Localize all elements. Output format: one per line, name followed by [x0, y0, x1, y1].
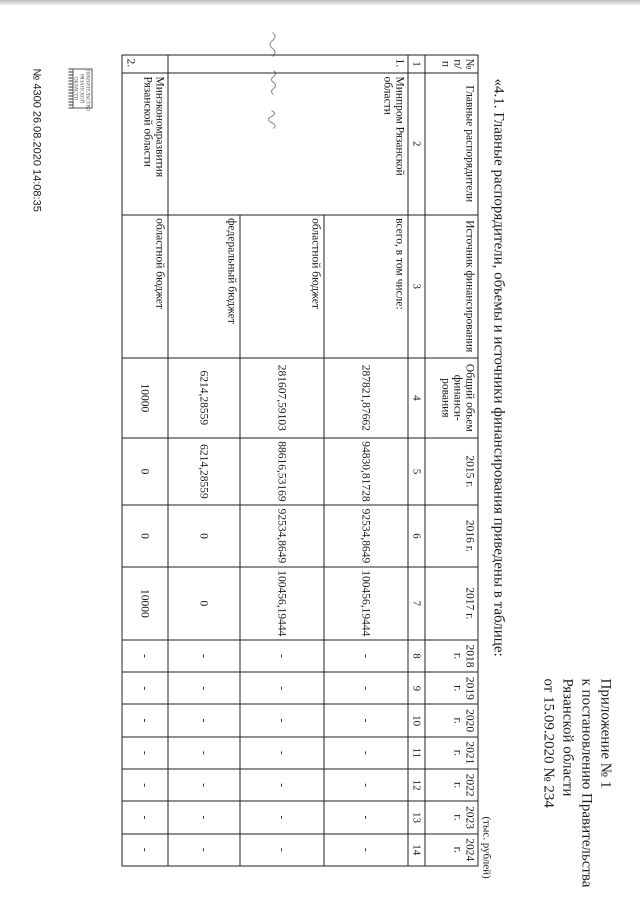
registration-number: № 4300 26.08.2020 14:08:35: [30, 68, 42, 212]
value-cell: -: [168, 704, 240, 736]
column-number: 13: [408, 801, 425, 833]
source-cell: областной бюджет: [240, 214, 324, 357]
value-cell: -: [168, 639, 240, 671]
value-cell: -: [240, 801, 324, 833]
row-number: 2.: [122, 55, 168, 73]
value-cell: 6214,28559: [168, 437, 240, 504]
header-year: 2022 г.: [425, 769, 478, 801]
value-cell: -: [168, 769, 240, 801]
value-cell: -: [168, 672, 240, 704]
table-header-row: [425, 55, 478, 866]
value-cell: -: [240, 769, 324, 801]
appendix-header: [538, 678, 614, 898]
value-cell: -: [168, 833, 240, 865]
value-cell: 92534,8649: [240, 505, 324, 567]
financing-table: [121, 54, 478, 866]
column-number: 4: [408, 357, 425, 437]
column-number: 7: [408, 566, 425, 639]
header-year: 2021 г.: [425, 736, 478, 768]
total-cell: 281607,59103: [240, 357, 324, 437]
column-number: 10: [408, 704, 425, 736]
value-cell: 0: [168, 566, 240, 639]
agency-name: Минэкономразвития Рязанской области: [122, 72, 168, 214]
appendix-line-1: Приложение № 1: [597, 678, 613, 788]
value-cell: 92534,8649: [324, 505, 408, 567]
column-number: 2: [408, 72, 425, 214]
value-cell: 0: [122, 437, 168, 504]
value-cell: 100456,19444: [324, 566, 408, 639]
column-number: 6: [408, 505, 425, 567]
column-number-row: [408, 55, 425, 866]
header-year: 2023 г.: [425, 801, 478, 833]
header-year: 2017 г.: [425, 566, 478, 639]
column-number: 3: [408, 214, 425, 357]
value-cell: -: [324, 801, 408, 833]
value-cell: -: [122, 801, 168, 833]
header-year: 2020 г.: [425, 704, 478, 736]
value-cell: -: [168, 801, 240, 833]
header-year: 2019 г.: [425, 672, 478, 704]
header-year: 2024 г.: [425, 833, 478, 865]
section-intro: «4.1. Главные распорядители, объемы и источники финансирования приведены в таблице:: [490, 78, 506, 657]
header-total: Общий объем финанси-рования: [425, 357, 478, 437]
value-cell: 100456,19444: [240, 566, 324, 639]
value-cell: -: [324, 769, 408, 801]
value-cell: 88616,53169: [240, 437, 324, 504]
value-cell: -: [324, 736, 408, 768]
value-cell: -: [122, 704, 168, 736]
source-cell: федеральный бюджет: [168, 214, 240, 357]
appendix-line-4: от 15.09.2020 № 234: [540, 678, 556, 808]
header-source: Источник финансирования: [425, 214, 478, 357]
source-cell: областной бюджет: [122, 214, 168, 357]
total-cell: 6214,28559: [168, 357, 240, 437]
value-cell: -: [240, 704, 324, 736]
total-cell: 287821,87662: [324, 357, 408, 437]
header-year: 2018 г.: [425, 639, 478, 671]
units-label: (тыс. рублей): [480, 816, 492, 879]
source-cell: всего, в том числе:: [324, 214, 408, 357]
header-year: 2016 г.: [425, 505, 478, 567]
column-number: 5: [408, 437, 425, 504]
value-cell: -: [122, 639, 168, 671]
column-number: 1: [408, 55, 425, 73]
column-number: 8: [408, 639, 425, 671]
value-cell: -: [122, 833, 168, 865]
value-cell: 0: [122, 505, 168, 567]
value-cell: -: [324, 639, 408, 671]
header-year: 2015 г.: [425, 437, 478, 504]
column-number: 12: [408, 769, 425, 801]
value-cell: 10000: [122, 566, 168, 639]
table-row: [122, 55, 168, 866]
value-cell: -: [240, 833, 324, 865]
appendix-line-3: Рязанской области: [559, 678, 575, 796]
total-cell: 10000: [122, 357, 168, 437]
value-cell: -: [240, 672, 324, 704]
value-cell: 0: [168, 505, 240, 567]
value-cell: -: [324, 672, 408, 704]
value-cell: -: [324, 833, 408, 865]
value-cell: -: [324, 704, 408, 736]
header-num: № п/п: [425, 55, 478, 73]
value-cell: -: [122, 736, 168, 768]
column-number: 11: [408, 736, 425, 768]
column-number: 9: [408, 672, 425, 704]
header-agency: Главные распорядители: [425, 72, 478, 214]
value-cell: 94830,81728: [324, 437, 408, 504]
appendix-line-2: к постановлению Правительства: [578, 678, 594, 887]
value-cell: -: [122, 672, 168, 704]
agency-name: Минпром Рязанской области: [168, 72, 408, 214]
registry-stamp: ПРАВИТЕЛЬСТВО РЯЗАНСКОЙ ОБЛАСТИ: [72, 68, 92, 108]
value-cell: -: [240, 736, 324, 768]
column-number: 14: [408, 833, 425, 865]
table-row: [324, 55, 408, 866]
value-cell: -: [168, 736, 240, 768]
stamp-barcode: [68, 68, 72, 108]
value-cell: -: [122, 769, 168, 801]
value-cell: -: [240, 639, 324, 671]
row-number: 1.: [168, 55, 408, 73]
